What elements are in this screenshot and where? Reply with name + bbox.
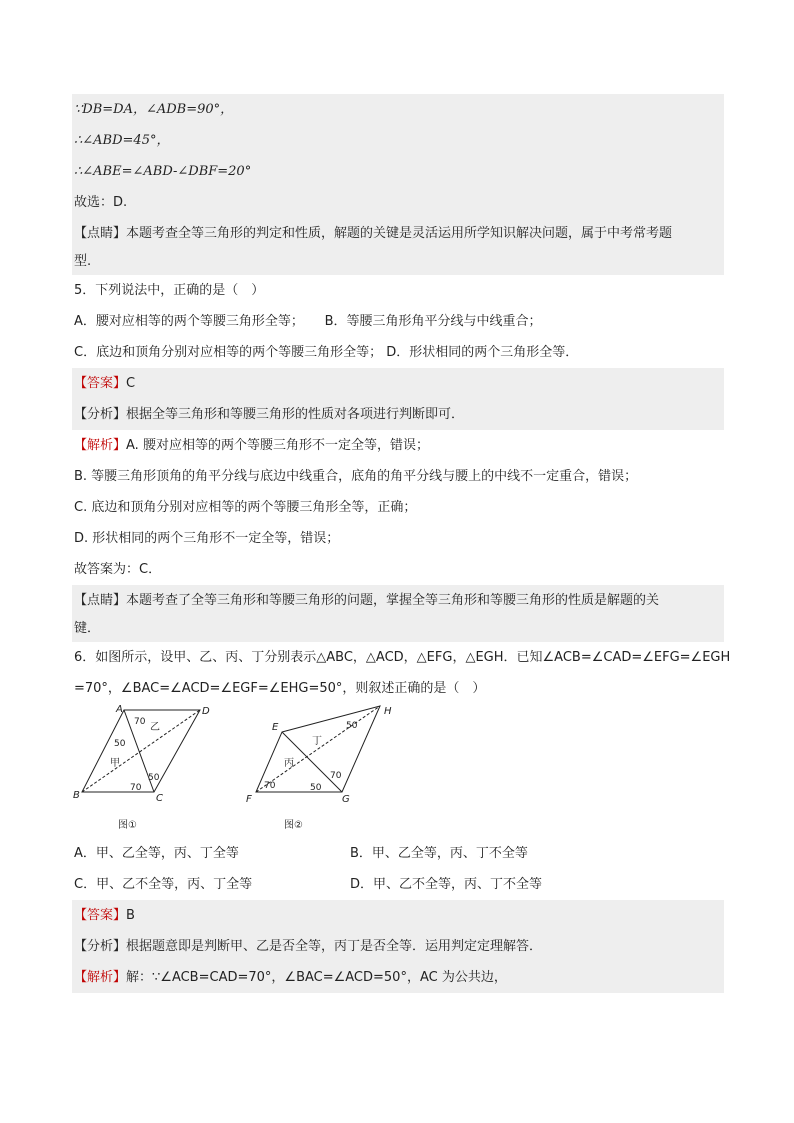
answer-value: B	[126, 908, 135, 923]
fig1-angle-50b: 50	[148, 773, 160, 783]
q5-options-ab	[72, 306, 724, 337]
q5-answer-block	[72, 368, 724, 430]
fig1-label-d: D	[202, 706, 210, 717]
dianjing-tag: 【点睛】	[74, 593, 127, 608]
fig2-label-e: E	[272, 722, 279, 733]
solution-line: ∵DB=DA，∠ADB=90°，	[74, 102, 234, 117]
q5-stem: 5．下列说法中，正确的是（ ）	[74, 283, 265, 298]
fig2-angle-50h: 50	[346, 721, 358, 731]
analysis-text: 根据题意即是判断甲、乙是否全等，丙丁是否全等．运用判定定理解答．	[126, 939, 543, 954]
solution-tag: 【解析】	[74, 438, 127, 453]
solution-line: ∴∠ABD=45°，	[74, 133, 170, 148]
q5-option-b: B．等腰三角形角平分线与中线重合；	[324, 314, 542, 329]
fig2-label-bing: 丙	[284, 758, 294, 769]
q5-answer-line	[72, 368, 724, 399]
q6-option-d: D．甲、乙不全等，丙、丁不全等	[350, 877, 543, 892]
q6-stem-line1: 6．如图所示，设甲、乙、丙、丁分别表示△ABC，△ACD，△EFG，△EGH．已知∠ACB=∠CAD=∠EFG=∠EGH	[74, 650, 731, 665]
dianjing-continued: 键．	[74, 621, 101, 636]
fig1-caption: 图①	[118, 820, 137, 831]
fig1-angle-50a: 50	[114, 739, 126, 749]
fig2-angle-70g: 70	[330, 771, 342, 781]
dianjing-line	[72, 585, 724, 616]
q5-dianjing-block	[72, 585, 724, 642]
solution-text: A. 腰对应相等的两个等腰三角形不一定全等，错误；	[126, 438, 429, 453]
dianjing-line	[72, 218, 724, 249]
q5-solution-line: C. 底边和顶角分别对应相等的两个等腰三角形全等，正确；	[74, 500, 417, 515]
q6-figures	[72, 704, 724, 838]
prev-solution-block	[72, 94, 724, 275]
figure-2	[256, 706, 380, 792]
q5-analysis-line	[72, 399, 724, 430]
q5-option-a: A．腰对应相等的两个等腰三角形全等；	[74, 314, 304, 329]
analysis-text: 根据全等三角形和等腰三角形的性质对各项进行判断即可．	[126, 407, 465, 422]
q6-options-ab	[72, 838, 724, 869]
dianjing-text: 本题考查全等三角形的判定和性质，解题的关键是灵活运用所学知识解决问题，属于中考常考题	[126, 226, 673, 241]
q6-option-a: A．甲、乙全等，丙、丁全等	[74, 846, 239, 861]
q6-answer-line	[72, 900, 724, 931]
fig1-label-c: C	[156, 793, 163, 804]
q6-solution-line	[72, 962, 724, 993]
document-page	[72, 94, 731, 993]
fig2-label-h: H	[384, 706, 392, 717]
q6-analysis-line	[72, 931, 724, 962]
solution-line: 故选：D.	[74, 195, 128, 210]
q5-solution-line: B. 等腰三角形顶角的角平分线与底边中线重合，底角的角平分线与腰上的中线不一定重合，错误；	[74, 469, 638, 484]
solution-line: ∴∠ABE=∠ABD-∠DBF=20°	[74, 164, 252, 179]
fig1-label-b: B	[73, 790, 80, 801]
analysis-tag: 【分析】	[74, 939, 127, 954]
dianjing-text: 本题考查了全等三角形和等腰三角形的问题，掌握全等三角形和等腰三角形的性质是解题的关	[126, 593, 660, 608]
q5-solution-line	[72, 430, 724, 461]
answer-tag: 【答案】	[74, 908, 127, 923]
solution-text: 解：∵∠ACB=CAD=70°，∠BAC=∠ACD=50°，AC 为公共边，	[126, 970, 507, 985]
dianjing-tag: 【点睛】	[74, 226, 127, 241]
fig1-angle-70: 70	[134, 717, 146, 727]
fig2-label-ding: 丁	[312, 736, 322, 747]
fig2-label-g: G	[342, 794, 350, 805]
fig2-label-f: F	[246, 794, 252, 805]
fig1-label-jia: 甲	[110, 758, 120, 769]
fig2-angle-70f: 70	[264, 781, 276, 791]
q5-solution-line: D. 形状相同的两个三角形不一定全等，错误；	[74, 531, 340, 546]
fig1-angle-70b: 70	[130, 783, 142, 793]
fig1-label-yi: 乙	[150, 722, 160, 733]
solution-tag: 【解析】	[74, 970, 127, 985]
q5-solution-block	[72, 430, 724, 585]
answer-tag: 【答案】	[74, 376, 127, 391]
fig2-angle-50g: 50	[310, 783, 322, 793]
q6-figure-svg	[72, 704, 724, 838]
q6-options-cd	[72, 869, 724, 900]
q5-options-cd: C．底边和顶角分别对应相等的两个等腰三角形全等； D．形状相同的两个三角形全等．	[74, 345, 579, 360]
q6-answer-block	[72, 900, 724, 993]
q6-option-c: C．甲、乙不全等，丙、丁全等	[74, 877, 253, 892]
q6-stem-line2: =70°，∠BAC=∠ACD=∠EGF=∠EHG=50°，则叙述正确的是（ ）	[74, 681, 486, 696]
dianjing-continued: 型.	[74, 254, 92, 269]
fig2-caption: 图②	[284, 820, 303, 831]
fig1-label-a: A	[116, 704, 123, 715]
analysis-tag: 【分析】	[74, 407, 127, 422]
answer-value: C	[126, 376, 136, 391]
q6-option-b: B．甲、乙全等，丙、丁不全等	[350, 846, 528, 861]
q5-solution-line: 故答案为：C．	[74, 562, 162, 577]
